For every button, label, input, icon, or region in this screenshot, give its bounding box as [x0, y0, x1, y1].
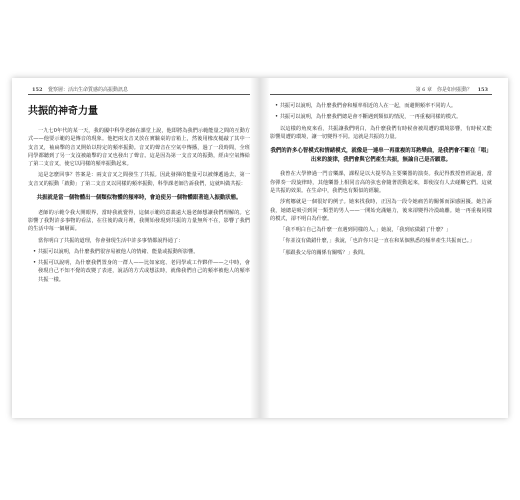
paragraph: 老師的示範令我大開眼界，當時我就覺得，這個示範的意義遠大過老師想讓我們理解的。它影響了我對許多事物的看法，在往後的歲月裡，我開始發現到共振的力量無所不在，影響了我們的生活中每一個層面。 [28, 209, 250, 233]
dialogue-line: 「你並沒有做錯什麼，」我說，「也許你只是一直在和某個熟悉的頻率產生共振而已。」 [280, 238, 475, 245]
paragraph: 我曾在大學修過一門音樂課，課程是以大提琴為主要樂器的演奏。我記得教授曾經說過，當你彈奏一段旋律時，其他樂器上相同音高的弦也會隨著震動起來，即使沒有人去碰觸它們。這就是共振的效果。在生命中，我們也有類似的經驗。 [270, 171, 492, 194]
pull-quote: 我們的許多心智模式和情緒模式，就像是一連串一再重複的耳熟樂曲，是我們會不斷在「唱」出來的旋律，我們會與它們產生共振，無論自己是否願意。 [270, 148, 492, 163]
dialogue-line: 「那跟我父母的關係有關嗎？」我問。 [280, 249, 369, 256]
left-header-rule [28, 94, 250, 95]
bullet-item: • 共振可以說明，為什麼我們置身的一群人——比如家庭、老同學或工作夥伴——之中時，會發現自己不知不覺的改變了表達，說話的方式或想法時，就像我們自己的頻率被他人的頻率共振一樣。 [33, 260, 250, 283]
left-running-head [28, 86, 128, 93]
paragraph: 一九七0年代的某一天，我的國中科學老師在課堂上說，他即將為我們示範能量之間的互動方式——他要示範的是傳音的現象。他把兩支音叉放在實驗桌的音箱上，然後用橡皮槌敲了其中一支音叉，袖扁擊的音叉開始以特定的頻率振動。音叉的聲音在空氣中傳播，過了一段時間，全班同學都聽到了另一支沒被敲擊的音叉也發出了聲音。這是因為第一支音叉的振動，經由空氣傳給了第二支音叉，使它以同樣的頻率振動起來。 [28, 128, 250, 168]
right-running-head [416, 86, 492, 93]
bullet-item: • 共振可以說明，為什麼我們總是會不斷遇到類似的情況，一再重複同樣的模式。 [275, 114, 462, 121]
right-head-title: 第 6 章 你是如何振動？ [415, 87, 472, 93]
book-spread [12, 78, 508, 418]
paragraph: 莎賓娜就是一個很好的例子。她來找我時，正因為一段令她痛苦的關係而深感困擾。她告訴我，她總是吸引到同一類型的男人——一開始充滿魅力，後來卻變得冷漠疏離。她一再重複同樣的模式，卻不明白為什麼。 [270, 199, 492, 222]
right-content [270, 102, 492, 260]
left-page [12, 78, 260, 418]
book-gutter-shadow [250, 78, 270, 418]
left-head-title: 覺察層：活出生命質感的高振動訊息 [48, 87, 129, 93]
paragraph: 以這樣的角度來看，共振讓我們明白，為什麼我們有時候會被周遭的環境影響，有時候又能影響周遭的環境，讓一切變得不同。這就是共振的力量。 [270, 125, 492, 140]
right-page-number: 153 [477, 87, 488, 93]
left-page-number: 152 [32, 87, 43, 93]
section-title: 共振的神奇力量 [28, 106, 98, 117]
paragraph: 這是怎麼回事？答案是：兩支音叉之間發生了共振。因此發揮的能量可以被傳遞過去，第一支音叉的振動「啟動」了第二支音叉以同樣的頻率振動，科學課老師告訴我們，這就叫做共振： [28, 172, 250, 187]
bullet-item: • 共振可以說明，為什麼我們會和頻率相近的人在一起，而避開頻率不同的人。 [275, 103, 457, 109]
bullet-item: • 共振可以說明，為什麼我們很容易被他人的情緒、能量或振動所影響。 [33, 248, 199, 255]
left-content [28, 102, 250, 287]
right-header-rule [270, 94, 492, 95]
dialogue-line: 「我不明白自己為什麼一直遇到同樣的人。」她說，「我到底做錯了什麼？」 [280, 227, 452, 234]
pull-quote: 共振就是當一個物體出一個類似物體的頻率時，會迫使另一個物體跟著進入振動狀態。 [36, 195, 242, 202]
paragraph: 當你明白了共振的道理，你會發現生活中許多事情都說得通了： [38, 237, 184, 244]
right-page [260, 78, 508, 418]
